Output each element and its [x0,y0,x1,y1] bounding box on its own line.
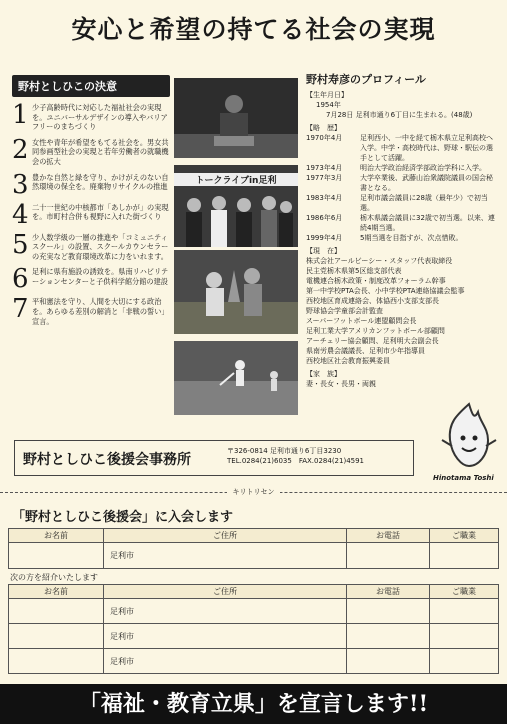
resolve-title: 野村としひこの決意 [12,75,170,97]
profile-title: 野村寿彦のプロフィール [306,73,426,86]
history-label: 【略 歴】 [306,124,341,132]
birth-date: 7月28日 足利市通り6丁目に生まれる。(48歳) [326,111,473,119]
join-heading: 「野村としひこ後援会」に入会します [12,510,234,525]
ref-name-field[interactable] [9,624,104,649]
harvest-photo [174,250,298,334]
resolve-number: 7 [12,294,29,325]
ref-name-field[interactable] [9,649,104,674]
current-role: 第一中学校PTA会長、小中学校PTA連絡協議会監事 [306,287,465,295]
cut-label: キリトリセン [227,488,281,496]
history-text: 大学卒業後、武藤山治衆議院議員の国会秘書となる。 [360,174,493,192]
history-row [306,133,498,163]
ref-phone-field[interactable] [347,599,430,624]
headline: 安心と希望の持てる社会の実現 [71,15,436,44]
history-year: 1977年3月 [306,174,343,182]
resolve-number: 5 [12,229,29,260]
current-role: スーパーフットボール連盟顧問会長 [306,317,417,325]
current-label: 【現 在】 [306,247,341,255]
history-row [306,233,498,243]
resolve-number: 6 [12,264,29,295]
resolve-item [12,199,170,230]
resolve-number: 3 [12,169,29,200]
history-text: 栃木県議会議員に32歳で初当選。以来、連続4期当選。 [360,214,495,232]
ref-phone-field[interactable] [347,624,430,649]
history-text: 明治大学政治経済学部政治学科に入学。 [360,164,486,172]
history-year: 1999年4月 [306,234,343,242]
history-year: 1986年6月 [306,214,343,222]
ref-city-label: 足利市 [110,631,134,641]
baseball-photo [174,341,298,415]
ref-phone-field[interactable] [347,649,430,674]
history-row [306,163,498,173]
history-row [306,213,498,233]
current-role: アーチェリー協会顧問、足利明大会副会長 [306,337,439,345]
office-name: 野村としひこ後援会事務所 [23,452,191,468]
city-label: 足利市 [110,551,134,560]
footer-slogan: 「福祉・教育立県」を宣言します!! [0,684,507,724]
ref-address-header: ご住所 [104,585,347,599]
phone-header: お電話 [347,529,430,543]
ref-city-label: 足利市 [110,606,134,616]
occupation-header: ご職業 [430,529,499,543]
office-address-block [227,446,364,466]
name-field[interactable] [9,543,104,569]
resolve-text: 少人数学級の一層の推進や「コミュニティスクール」の設置、スクールカウンセラーの充実など教育環境改革に力をいれます。 [32,232,169,261]
resolve-text: 豊かな自然と緑を守り、かけがえのない自然環境の保全を。廃棄物リサイクルの推進 [32,172,169,192]
current-role: 足利工業大学アメリカンフットボール部顧問 [306,327,445,335]
resolve-item [12,294,170,326]
profile-section [306,75,498,389]
current-role: 野球協会学童部会計監査 [306,307,383,315]
history-year: 1983年4月 [306,194,343,202]
name-header: お名前 [9,529,104,543]
family-text: 妻・長女・長男・両親 [306,380,376,388]
resolve-number: 4 [12,199,29,230]
birth-year: 1954年 [316,101,341,109]
history-text: 5期当選を目指すが、次点惜敗。 [360,234,463,242]
ref-address-field[interactable] [104,599,347,624]
ref-occupation-field[interactable] [430,649,499,674]
phone-field[interactable] [347,543,430,569]
photo-banner: トークライブin足利 [174,173,298,186]
current-role: 民主党栃木県第5区総支部代表 [306,267,402,275]
ref-phone-header: お電話 [347,585,430,599]
ref-occupation-field[interactable] [430,624,499,649]
mascot-label: Hinotama Toshi [433,474,494,482]
ref-occupation-header: ご職業 [430,585,499,599]
mascot-flame-icon [438,400,500,472]
resolve-item [12,264,170,295]
current-role: 県南労農会議議長、足利市少年指導員 [306,347,425,355]
resolve-item [12,134,170,167]
referral-form [8,584,499,674]
occupation-field[interactable] [430,543,499,569]
office-box [14,440,414,476]
history-year: 1970年4月 [306,134,343,142]
history-text: 足利西小、一中を経て栃木県立足利高校へ入学。中学・高校時代は、野球・駅伝の選手として活躍。 [360,134,493,162]
address-field[interactable] [104,543,347,569]
ref-city-label: 足利市 [110,656,134,666]
join-form [8,528,499,569]
history-row [306,173,498,193]
ref-address-field[interactable] [104,649,347,674]
resolve-item [12,100,170,132]
ref-occupation-field[interactable] [430,599,499,624]
group-photo [174,165,298,247]
resolve-text: 少子高齢時代に対応した福祉社会の実現を。ユニバーサルデザインの導入やバリアフリーのまちづくり [32,103,168,132]
family-label: 【家 族】 [306,370,341,378]
resolve-text: 二十一世紀の中核都市「あしかが」の実現を。市町村合併も視野に入れた街づくり [32,202,169,222]
resolve-section [12,75,170,332]
resolve-text: 平和憲法を守り、人間を大切にする政治を。あらゆる差別の解消と「非戦の誓い」宣言。 [32,297,169,326]
resolve-text: 女性や青年が希望をもてる社会を。男女共同参画型社会の実現と若年労働者の就職機会の拡大 [32,137,169,166]
office-address: 〒326-0814 足利市通り6丁目3230 [227,447,342,455]
current-role: 株式会社アールビーシー・スタッフ代表取締役 [306,257,453,265]
photo-column [174,78,298,422]
current-role: 電機連合栃木政策・制度改革フォーラム幹事 [306,277,446,285]
resolve-item [12,169,170,200]
history-year: 1973年4月 [306,164,343,172]
resolve-number: 2 [12,134,29,165]
ref-name-header: お名前 [9,585,104,599]
speech-photo [174,78,298,158]
resolve-number: 1 [12,100,29,130]
ref-address-field[interactable] [104,624,347,649]
resolve-text: 足利に県有施設の誘致を。県南リハビリテーションセンターと子供科学館分館の建設 [32,267,169,286]
office-phone: TEL.0284(21)6035 FAX.0284(21)4591 [227,457,365,465]
resolve-item [12,229,170,262]
introduce-label: 次の方を紹介いたします [10,573,98,582]
birth-label: 【生年月日】 [306,91,348,99]
history-row [306,193,498,213]
cut-label-wrap [0,487,507,497]
current-role: 西校地区育成連絡会、体協西小支部支部長 [306,297,439,305]
ref-name-field[interactable] [9,599,104,624]
history-text: 足利市議会議員に28歳（最年少）で初当選。 [360,194,488,212]
address-header: ご住所 [104,529,347,543]
current-role: 西校地区社会教育振興委員 [306,357,390,365]
